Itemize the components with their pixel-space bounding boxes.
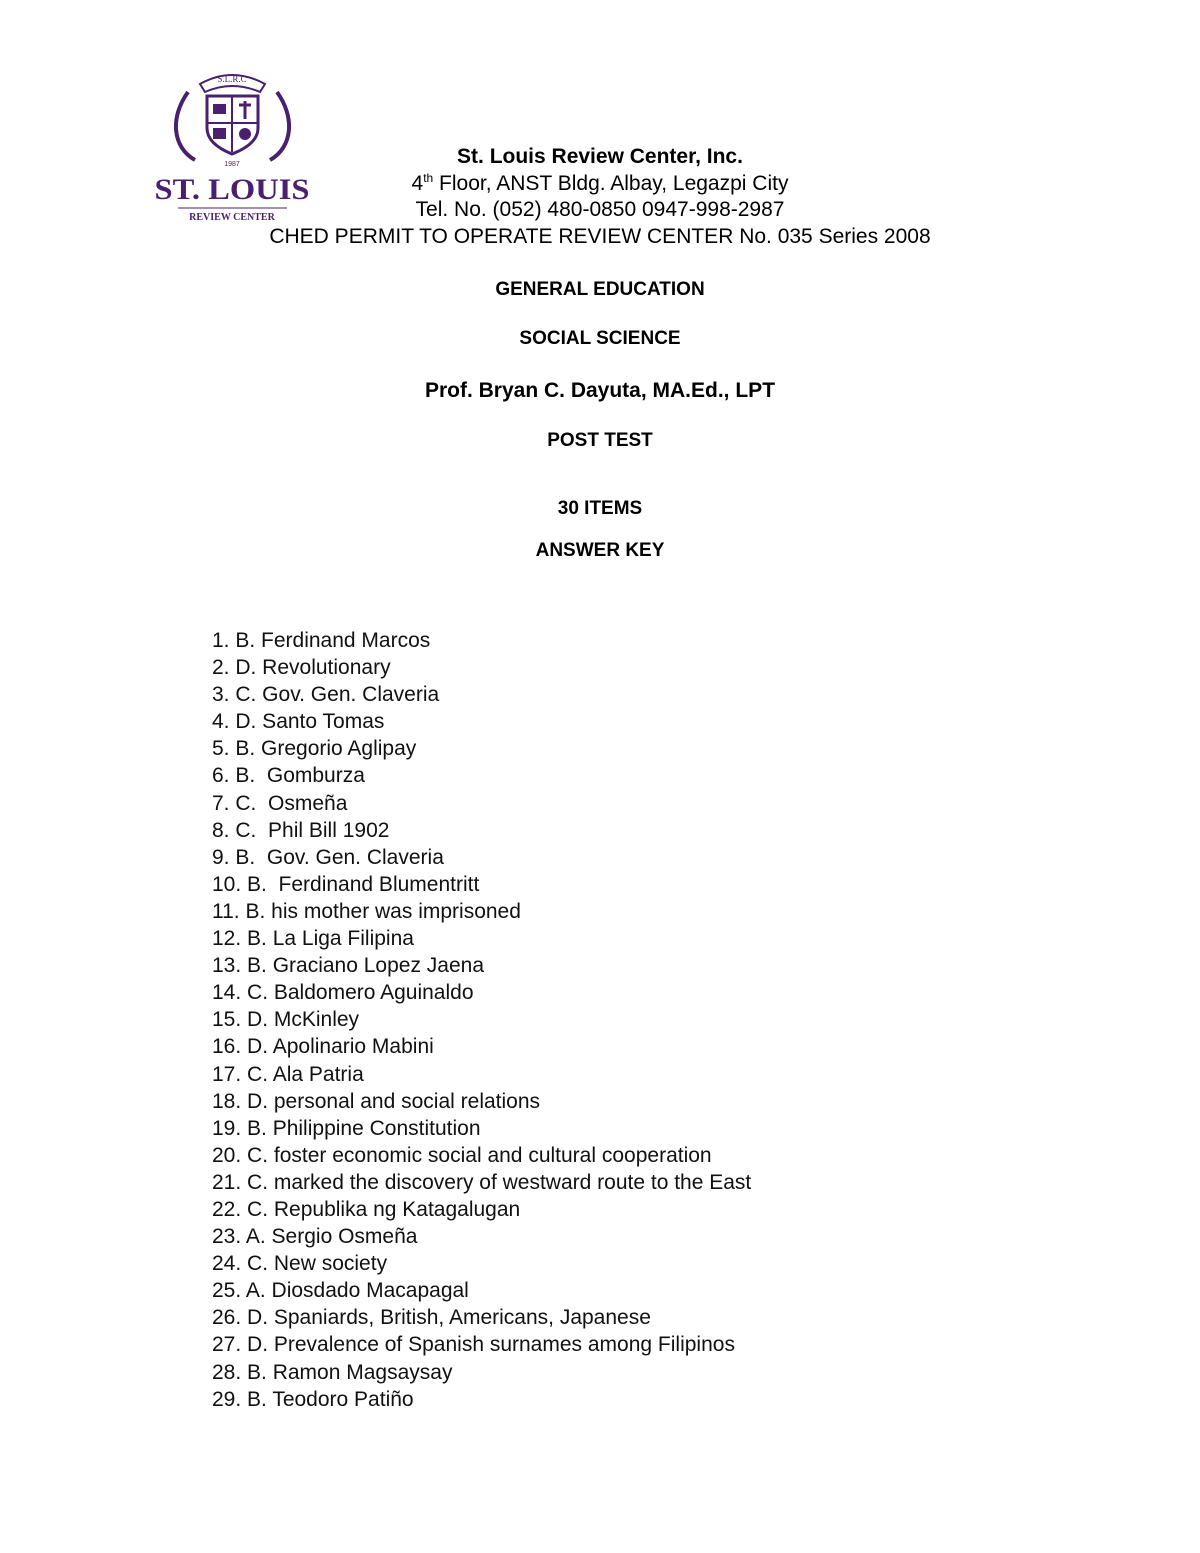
answer-item: 27. D. Prevalence of Spanish surnames among Filipinos xyxy=(212,1333,735,1357)
answer-item: 20. C. foster economic social and cultural cooperation xyxy=(212,1143,712,1167)
answer-item: 21. C. marked the discovery of westward route to the East xyxy=(212,1170,752,1194)
test-heading: POST TEST xyxy=(547,430,653,451)
answer-item: 29. B. Teodoro Patiño xyxy=(212,1387,414,1411)
answer-item: 18. D. personal and social relations xyxy=(212,1089,541,1113)
answer-key-heading: ANSWER KEY xyxy=(535,540,665,561)
address xyxy=(0,173,1200,194)
answer-item: 4. D. Santo Tomas xyxy=(212,710,385,734)
address-number: 4 xyxy=(411,172,424,195)
answer-item: 6. B. Gomburza xyxy=(212,764,365,788)
answer-item: 16. D. Apolinario Mabini xyxy=(212,1035,434,1059)
answer-item: 23. A. Sergio Osmeña xyxy=(212,1225,418,1249)
answer-item: 9. B. Gov. Gen. Claveria xyxy=(212,845,444,869)
answer-item: 22. C. Republika ng Katagalugan xyxy=(212,1197,521,1221)
answer-item: 15. D. McKinley xyxy=(212,1008,360,1032)
answer-item: 25. A. Diosdado Macapagal xyxy=(212,1279,469,1303)
subject-heading: GENERAL EDUCATION xyxy=(495,279,705,300)
logo-subname: REVIEW CENTER xyxy=(189,212,275,223)
answer-item: 13. B. Graciano Lopez Jaena xyxy=(212,954,485,978)
answer-item: 14. C. Baldomero Aguinaldo xyxy=(212,981,474,1005)
answer-item: 12. B. La Liga Filipina xyxy=(212,927,414,951)
answer-item: 5. B. Gregorio Aglipay xyxy=(212,737,417,761)
answer-item: 1. B. Ferdinand Marcos xyxy=(212,629,431,652)
answer-item: 2. D. Revolutionary xyxy=(212,656,391,680)
area-heading: SOCIAL SCIENCE xyxy=(519,328,681,349)
answer-item: 7. C. Osmeña xyxy=(212,791,348,815)
items-heading: 30 ITEMS xyxy=(557,498,643,519)
answer-list xyxy=(212,627,751,1413)
answer-item: 26. D. Spaniards, British, Americans, Japanese xyxy=(212,1306,651,1330)
answer-item: 11. B. his mother was imprisoned xyxy=(212,899,521,923)
answer-item: 28. B. Ramon Magsaysay xyxy=(212,1360,453,1384)
telephone: Tel. No. (052) 480-0850 0947-998-2987 xyxy=(415,198,785,221)
logo-seal-text: S.L.R.C xyxy=(217,74,247,84)
org-name: St. Louis Review Center, Inc. xyxy=(457,145,743,168)
answer-item: 8. C. Phil Bill 1902 xyxy=(212,818,390,842)
address-rest: Floor, ANST Bldg. Albay, Legazpi City xyxy=(433,172,789,195)
answer-item: 24. C. New society xyxy=(212,1252,388,1276)
address-suffix: th xyxy=(423,171,434,185)
answer-item: 19. B. Philippine Constitution xyxy=(212,1116,481,1140)
logo-name: ST. LOUIS xyxy=(154,173,310,206)
logo-year: 1987 xyxy=(224,161,240,168)
answer-item: 17. C. Ala Patria xyxy=(212,1062,364,1086)
permit: CHED PERMIT TO OPERATE REVIEW CENTER No. 035 Series 2008 xyxy=(269,225,931,248)
answer-item: 3. C. Gov. Gen. Claveria xyxy=(212,683,440,707)
professor-heading: Prof. Bryan C. Dayuta, MA.Ed., LPT xyxy=(424,379,776,402)
answer-item: 10. B. Ferdinand Blumentritt xyxy=(212,872,480,896)
